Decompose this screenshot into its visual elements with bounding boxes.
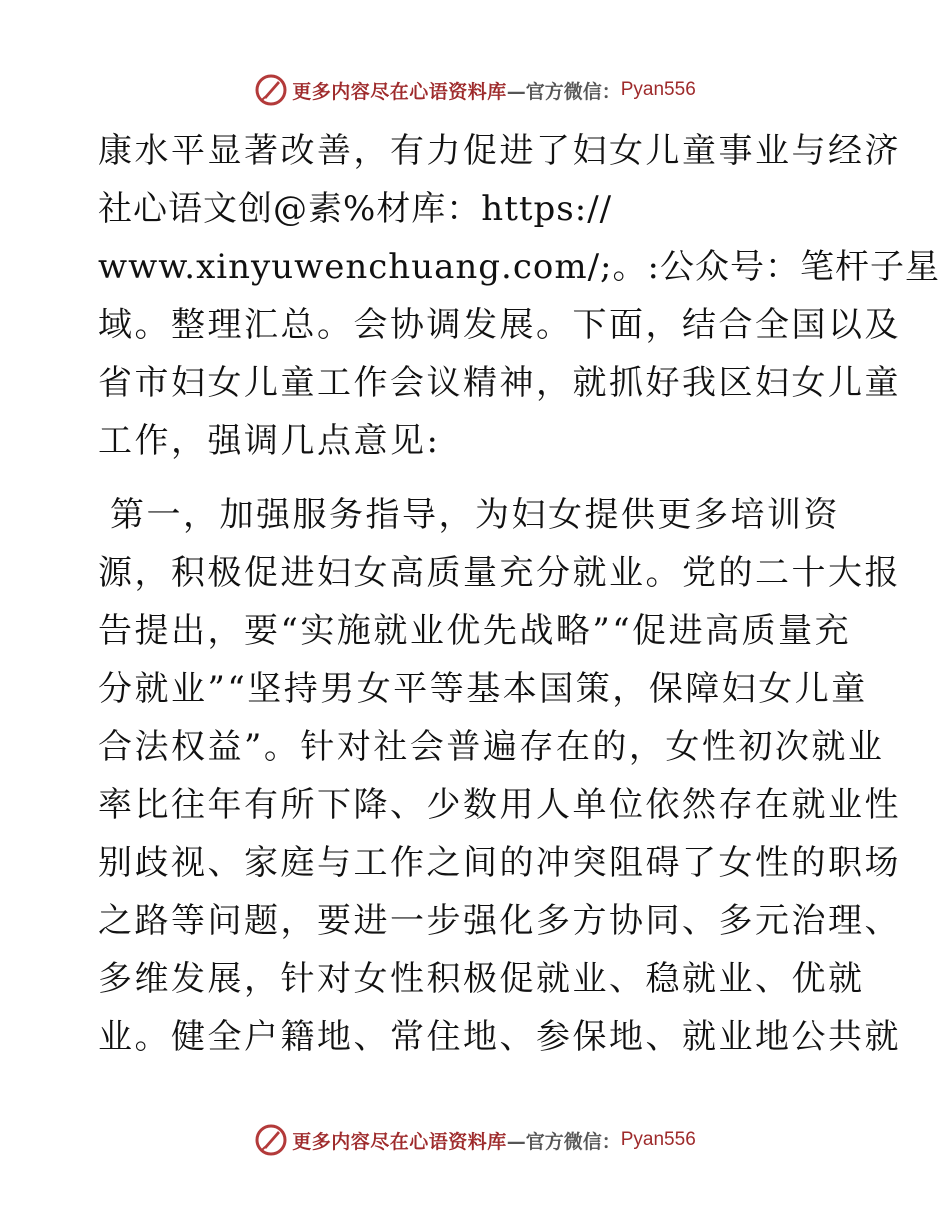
banner-library-text: 更多内容尽在心语资料库	[292, 1130, 507, 1153]
paragraph-line: 第一，加强服务指导，为妇女提供更多培训资	[110, 495, 840, 535]
banner-wechat-id: Pyan556	[620, 79, 696, 100]
body-line: 省市妇女儿童工作会议精神，就抓好我区妇女儿童	[98, 363, 901, 403]
banner-dash-text: —官方微信：	[506, 80, 621, 103]
paragraph-line: 别歧视、家庭与工作之间的冲突阻碍了女性的职场	[98, 843, 901, 883]
document-body	[98, 122, 940, 1066]
banner-dash-text: —官方微信：	[506, 1130, 621, 1153]
body-line: 社心语文创@素%材库：https://	[98, 189, 613, 229]
paragraph-line: 多维发展，针对女性积极促就业、稳就业、优就	[98, 959, 865, 999]
banner-library-text: 更多内容尽在心语资料库	[292, 80, 507, 103]
body-line: 康水平显著改善，有力促进了妇女儿童事业与经济	[98, 131, 901, 171]
body-line: 域。整理汇总。会协调发展。下面，结合全国以及	[98, 305, 901, 345]
header-watermark-banner	[0, 70, 950, 110]
quill-logo-icon	[254, 1123, 288, 1157]
paragraph-line: 之路等问题，要进一步强化多方协同、多元治理、	[98, 901, 901, 941]
paragraph-line: 率比往年有所下降、少数用人单位依然存在就业性	[98, 785, 901, 825]
paragraph-line: 业。健全户籍地、常住地、参保地、就业地公共就	[98, 1017, 901, 1057]
paragraph-line: 分就业”“坚持男女平等基本国策，保障妇女儿童	[98, 669, 868, 709]
footer-watermark-banner	[0, 1120, 950, 1160]
body-line: 工作，强调几点意见:	[98, 421, 441, 461]
banner-wechat-id: Pyan556	[620, 1129, 696, 1150]
paragraph-line: 源，积极促进妇女高质量充分就业。党的二十大报	[98, 553, 901, 593]
body-line-url: www.xinyuwenchuang.com/;。:公众号：笔杆子星	[98, 247, 940, 287]
paragraph-line: 告提出，要“实施就业优先战略”“促进高质量充	[98, 611, 852, 651]
paragraph-line: 合法权益”。针对社会普遍存在的，女性初次就业	[98, 727, 885, 767]
quill-logo-icon	[254, 73, 288, 107]
